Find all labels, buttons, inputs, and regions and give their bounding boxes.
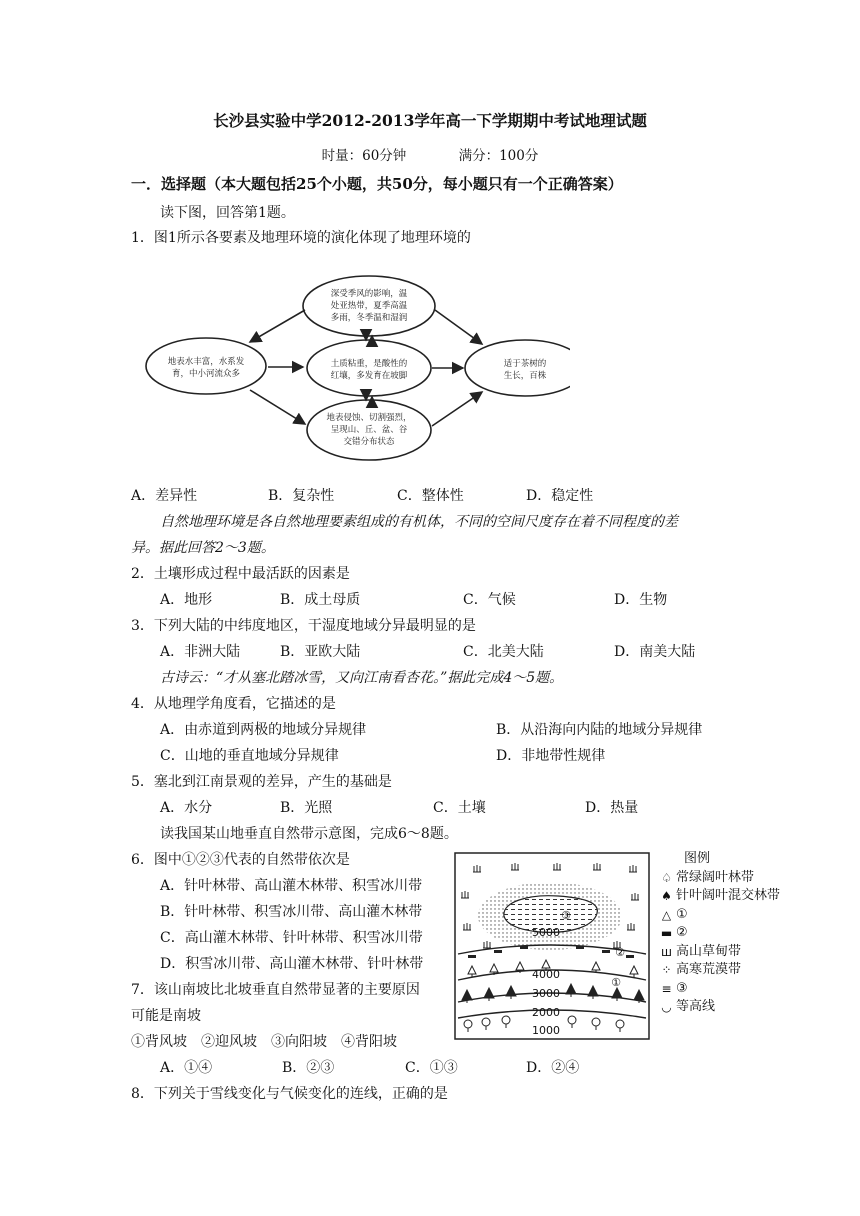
q2-option-b[interactable]: B．成土母质 <box>280 592 361 608</box>
legend-title: 图例 <box>684 851 711 866</box>
question-7-line1: 7．该山南坡比北坡垂直自然带显著的主要原因 <box>131 982 420 998</box>
legend-label: 高山草甸带 <box>676 943 742 959</box>
figure-1-diagram <box>140 272 570 468</box>
q5-option-b[interactable]: B．光照 <box>280 800 333 816</box>
exam-meta <box>0 147 860 165</box>
intro-q6-8: 读我国某山地垂直自然带示意图，完成6～8题。 <box>160 826 458 842</box>
q4-option-c[interactable]: C．山地的垂直地域分异规律 <box>160 748 339 764</box>
legend-label: ② <box>676 925 688 940</box>
q4-option-b[interactable]: B．从沿海向内陆的地域分异规律 <box>496 722 703 738</box>
legend-label: ① <box>676 906 688 922</box>
contour-2000: 2000 <box>532 1006 560 1019</box>
q3-option-c[interactable]: C．北美大陆 <box>463 644 544 660</box>
q4-option-a[interactable]: A．由赤道到两极的地域分异规律 <box>160 722 367 738</box>
question-5: 5．塞北到江南景观的差异，产生的基础是 <box>131 774 392 790</box>
q1-option-a[interactable]: A．差异性 <box>131 488 198 504</box>
q2-option-d[interactable]: D．生物 <box>614 592 668 608</box>
node-left-line1: 地表水丰富，水系发 <box>167 357 245 367</box>
dots-icon: ⁘ <box>661 963 672 977</box>
contour-1000: 1000 <box>532 1024 560 1037</box>
legend-label: 常绿阔叶林带 <box>676 869 755 885</box>
intro-q2-3-line1: 自然地理环境是各自然地理要素组成的有机体，不同的空间尺度存在着不同程度的差 <box>160 514 678 530</box>
q5-option-d[interactable]: D．热量 <box>585 800 639 816</box>
legend-item <box>660 961 780 980</box>
question-1: 1．图1所示各要素及地理环境的演化体现了地理环境的 <box>131 230 471 246</box>
legend-item <box>660 869 780 888</box>
node-left-line2: 育，中小河流众多 <box>171 369 241 379</box>
figure-2-mountain-zones <box>454 852 650 1040</box>
legend-item <box>660 906 780 925</box>
legend-item <box>660 924 780 943</box>
shrub-icon: ▬ <box>660 926 673 940</box>
legend-item <box>660 943 780 962</box>
exam-score: 满分：100分 <box>458 148 539 164</box>
legend-item <box>660 887 780 906</box>
node-right-line1: 适于茶树的 <box>503 359 547 369</box>
q2-option-a[interactable]: A．地形 <box>160 592 213 608</box>
node-top-line1: 深受季风的影响，温 <box>330 289 408 299</box>
node-center-line2: 红壤，多发育在坡脚 <box>330 371 408 381</box>
q3-option-a[interactable]: A．非洲大陆 <box>160 644 241 660</box>
contour-3000: 3000 <box>532 987 560 1000</box>
q7-option-c[interactable]: C．①③ <box>405 1060 458 1076</box>
q1-option-b[interactable]: B．复杂性 <box>268 488 335 504</box>
intro-q4-5: 古诗云：“才从塞北踏冰雪，又向江南看杏花。”据此完成4～5题。 <box>160 670 564 686</box>
legend-label: ③ <box>676 980 688 996</box>
open-tree-icon: △ <box>661 907 672 922</box>
q7-option-d[interactable]: D．②④ <box>526 1060 580 1076</box>
question-2: 2．土壤形成过程中最活跃的因素是 <box>131 566 350 582</box>
question-7-choices: ①背风坡 ②迎风坡 ③向阳坡 ④背阳坡 <box>131 1034 397 1050</box>
node-bottom-line1: 地表侵蚀、切割强烈， <box>326 413 412 423</box>
q1-option-d[interactable]: D．稳定性 <box>526 488 594 504</box>
q6-option-d[interactable]: D．积雪冰川带、高山灌木林带、针叶林带 <box>160 956 424 972</box>
exam-time: 时量：60分钟 <box>321 148 407 164</box>
legend-item <box>660 980 780 999</box>
node-bottom-line3: 交错分布状态 <box>343 437 395 447</box>
question-3: 3．下列大陆的中纬度地区，干湿度地域分异最明显的是 <box>131 618 476 634</box>
q4-option-d[interactable]: D．非地带性规律 <box>496 748 606 764</box>
q3-option-b[interactable]: B．亚欧大陆 <box>280 644 361 660</box>
legend-item <box>660 998 780 1017</box>
legend-label: 等高线 <box>676 999 716 1014</box>
zone-mark-1: ① <box>611 976 621 989</box>
q6-option-b[interactable]: B．针叶林带、积雪冰川带、高山灌木林带 <box>160 904 423 920</box>
contour-icon: ◡ <box>661 1000 672 1014</box>
zone-mark-2: ② <box>615 946 625 959</box>
intro-q2-3-line2: 异。据此回答2～3题。 <box>131 540 275 556</box>
node-top-line2: 处亚热带，夏季高温 <box>330 301 408 311</box>
page-title: 长沙县实验中学2012-2013学年高一下学期期中考试地理试题 <box>213 111 647 130</box>
question-8: 8．下列关于雪线变化与气候变化的连线，正确的是 <box>131 1086 448 1102</box>
q7-option-b[interactable]: B．②③ <box>282 1060 335 1076</box>
node-right-line2: 生长，百株 <box>503 371 547 381</box>
intro-q1: 读下图，回答第1题。 <box>160 205 295 221</box>
q5-option-a[interactable]: A．水分 <box>160 800 213 816</box>
contour-4000: 4000 <box>532 968 560 981</box>
question-6: 6．图中①②③代表的自然带依次是 <box>131 852 350 868</box>
q3-option-d[interactable]: D．南美大陆 <box>614 644 696 660</box>
node-center-line1: 土质粘重，是酸性的 <box>330 359 408 369</box>
q7-option-a[interactable]: A．①④ <box>160 1060 213 1076</box>
zone-mark-3: ③ <box>561 909 571 922</box>
contour-5000: 5000 <box>532 926 560 939</box>
dash-icon: ≡ <box>661 981 672 996</box>
section-heading: 一．选择题（本大题包括25个小题，共50分，每小题只有一个正确答案） <box>131 175 623 193</box>
legend-label: 高寒荒漠带 <box>676 962 742 977</box>
conifer-tree-icon: ♠ <box>661 889 672 903</box>
question-4: 4．从地理学角度看，它描述的是 <box>131 696 336 712</box>
q1-option-c[interactable]: C．整体性 <box>397 488 464 504</box>
question-7-line2: 可能是南坡 <box>131 1008 201 1024</box>
grass-icon: ш <box>661 944 672 959</box>
q5-option-c[interactable]: C．土壤 <box>433 800 486 816</box>
broadleaf-tree-icon: ♤ <box>661 870 672 885</box>
legend-label: 针叶阔叶混交林带 <box>676 888 781 903</box>
node-top-line3: 多雨，冬季温和湿润 <box>330 313 408 323</box>
node-bottom-line2: 呈现山、丘、盆、谷 <box>330 425 408 435</box>
q2-option-c[interactable]: C．气候 <box>463 592 516 608</box>
q6-option-a[interactable]: A．针叶林带、高山灌木林带、积雪冰川带 <box>160 878 423 894</box>
figure-2-legend <box>660 850 780 1017</box>
q6-option-c[interactable]: C．高山灌木林带、针叶林带、积雪冰川带 <box>160 930 423 946</box>
